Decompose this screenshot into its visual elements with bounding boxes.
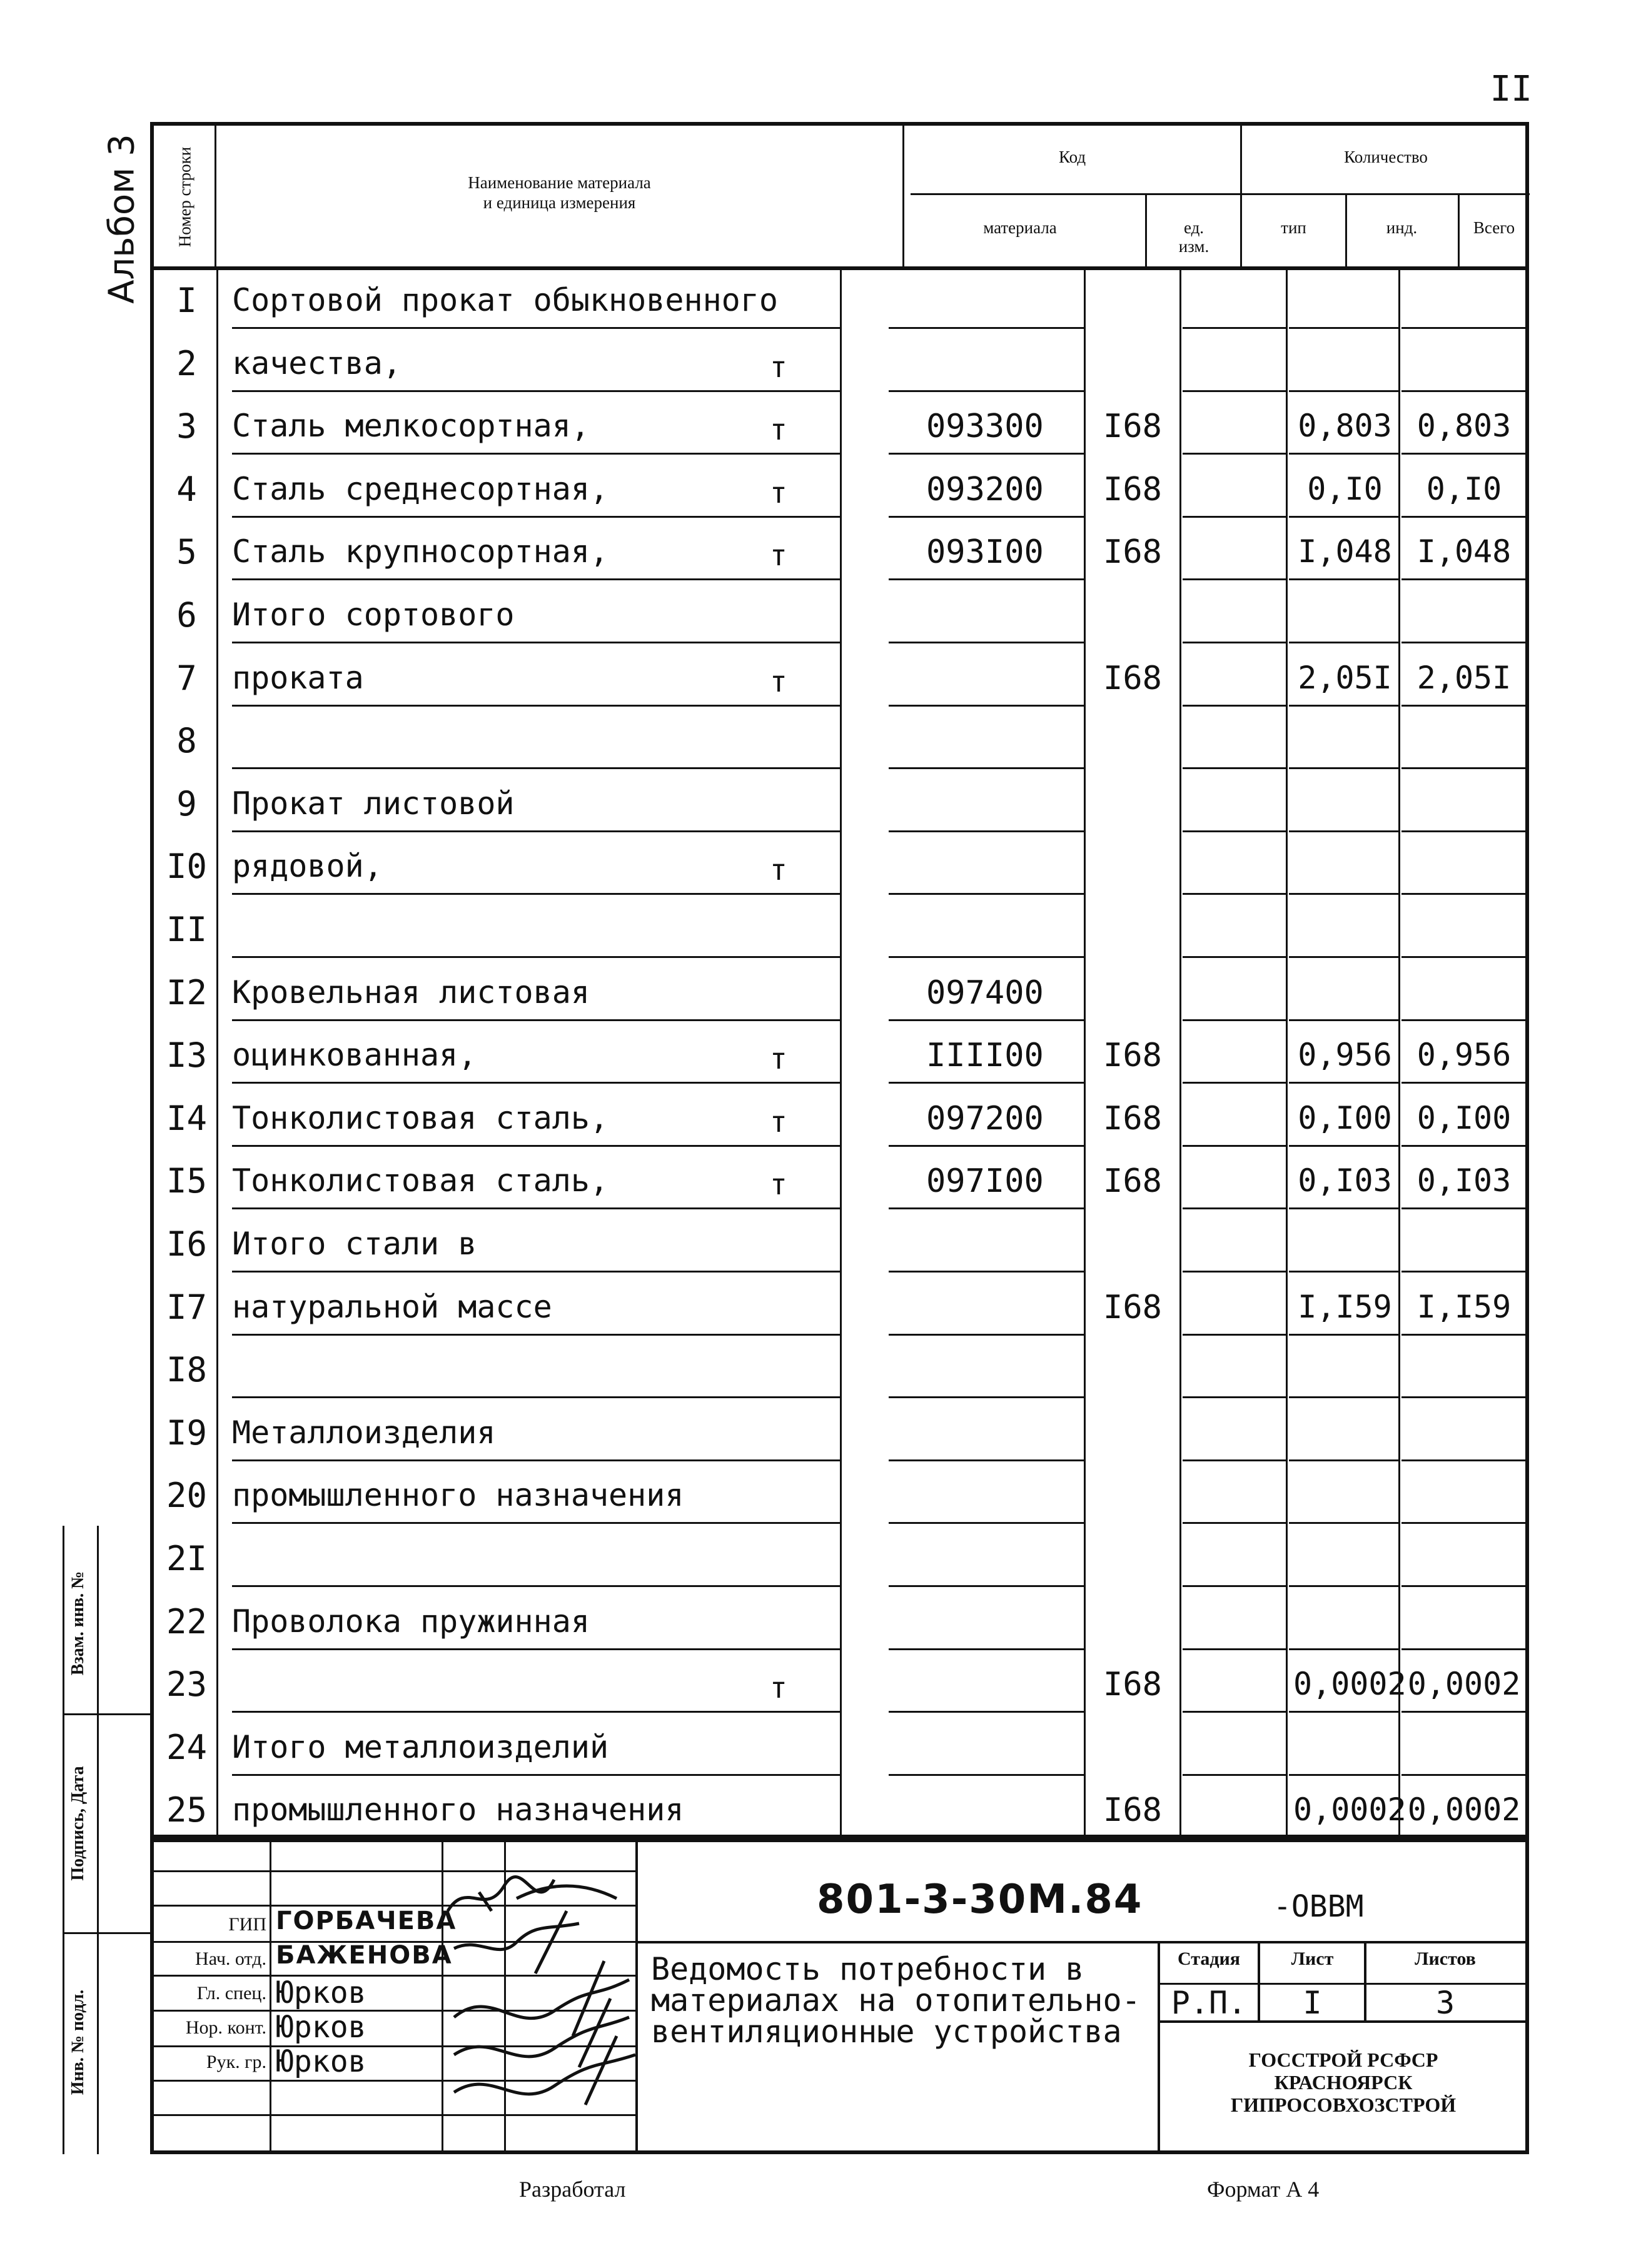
header-qty <box>1242 126 1530 268</box>
row-number: 4 <box>176 469 197 509</box>
row-rule <box>1183 767 1286 769</box>
header-name <box>216 126 904 268</box>
row-unit-code: I68 <box>1103 1288 1162 1326</box>
row-rule <box>232 1585 842 1587</box>
row-rule <box>889 516 1084 518</box>
row-rule <box>232 1207 842 1209</box>
row-rule <box>1183 642 1286 643</box>
row-name: проката <box>232 659 364 696</box>
header-code-material: материала <box>983 218 1057 237</box>
row-rule <box>1289 516 1398 518</box>
table-row <box>154 1526 1525 1590</box>
row-name: Тонколистовая сталь, <box>232 1099 609 1136</box>
row-unit-code: I68 <box>1103 1037 1162 1075</box>
row-qty-total: 0,I0 <box>1426 470 1502 507</box>
row-rule <box>1401 830 1527 832</box>
row-rule <box>232 578 842 580</box>
row-rule <box>1401 1271 1527 1273</box>
table-row <box>154 960 1525 1024</box>
header-code-label: Код <box>1058 148 1086 166</box>
row-rule <box>1289 830 1398 832</box>
header-row-num <box>154 126 216 268</box>
row-code: 097200 <box>926 1099 1044 1137</box>
sidebar-div-2 <box>63 1932 150 1934</box>
row-name: Прокат листовой <box>232 785 515 822</box>
album-label-text: Альбом 3 <box>101 134 143 304</box>
row-number: I9 <box>166 1413 208 1453</box>
row-unit: т <box>770 475 787 510</box>
row-unit-code: I68 <box>1103 408 1162 446</box>
header-code-divider <box>911 193 1240 195</box>
signatory-role: Рук. гр. <box>206 2052 266 2072</box>
row-rule <box>1401 1396 1527 1398</box>
row-qty-total: 0,I03 <box>1416 1162 1512 1199</box>
stage-value: Р.П. <box>1171 1985 1247 2021</box>
table-row <box>154 268 1525 331</box>
row-name: Итого сортового <box>232 597 515 633</box>
row-rule <box>232 642 842 643</box>
row-rule <box>1289 642 1398 643</box>
row-rule <box>1289 1019 1398 1021</box>
table-row <box>154 834 1525 897</box>
document-suffix: -ОВВМ <box>1273 1889 1364 1924</box>
row-unit-code: I68 <box>1103 1666 1162 1704</box>
table-row <box>154 1149 1525 1212</box>
sidebar-inv-label: Инв. № подл. <box>68 1989 88 2095</box>
row-unit-code: I68 <box>1103 470 1162 508</box>
row-rule <box>889 1334 1084 1336</box>
row-rule <box>232 516 842 518</box>
row-rule <box>1401 956 1527 958</box>
row-rule <box>1289 1145 1398 1147</box>
row-unit: т <box>770 1671 787 1705</box>
header-qty-divider <box>1242 193 1530 195</box>
table-row <box>154 1275 1525 1338</box>
row-rule <box>232 705 842 707</box>
row-unit-code: I68 <box>1103 533 1162 572</box>
row-rule <box>889 1585 1084 1587</box>
row-rule <box>232 1396 842 1398</box>
row-rule <box>232 453 842 455</box>
row-rule <box>232 1774 842 1776</box>
row-qty-ind: 0,803 <box>1298 408 1392 445</box>
row-number: 23 <box>166 1665 208 1705</box>
album-label <box>88 125 156 313</box>
row-name: Сортовой прокат обыкновенного <box>232 282 778 318</box>
document-title: Ведомость потребности в материалах на отопительно- вентиляционные устройства <box>651 1951 1141 2050</box>
row-rule <box>889 327 1084 329</box>
row-rule <box>889 956 1084 958</box>
row-name: промышленного назначения <box>232 1792 684 1828</box>
row-rule <box>889 1145 1084 1147</box>
row-unit-code: I68 <box>1103 1162 1162 1201</box>
row-rule <box>1401 767 1527 769</box>
signatory-name: Юрков <box>276 1975 366 2010</box>
table-row <box>154 331 1525 395</box>
row-name: рядовой, <box>232 848 383 885</box>
row-qty-ind: 0,956 <box>1298 1037 1392 1074</box>
row-name: Сталь крупносортная, <box>232 533 609 570</box>
row-rule <box>889 830 1084 832</box>
header-name-label: Наименование материала и единица измерения <box>468 173 651 212</box>
row-rule <box>1401 1145 1527 1147</box>
page-number: II <box>1490 69 1532 109</box>
row-rule <box>1401 893 1527 895</box>
sidebar-podpis-label: Подпись, Дата <box>68 1766 88 1881</box>
row-rule <box>1401 1522 1527 1524</box>
row-number: 2 <box>176 343 197 383</box>
table-row <box>154 1463 1525 1526</box>
sidebar-outer-line <box>63 1526 64 2154</box>
row-rule <box>1183 1711 1286 1713</box>
row-qty-ind: 0,I0 <box>1307 470 1383 507</box>
table-row <box>154 897 1525 960</box>
row-number: I5 <box>166 1161 208 1201</box>
row-rule <box>1401 1585 1527 1587</box>
row-rule <box>1183 1207 1286 1209</box>
table-row <box>154 1086 1525 1149</box>
row-rule <box>1289 1396 1398 1398</box>
footer-developed: Разработал <box>519 2177 626 2202</box>
row-rule <box>1183 1334 1286 1336</box>
table-row <box>154 1338 1525 1401</box>
row-rule <box>889 1207 1084 1209</box>
table-row <box>154 1715 1525 1778</box>
signatory-name: БАЖЕНОВА <box>276 1941 453 1970</box>
stamp-line-a <box>270 1842 271 2152</box>
row-rule <box>889 1271 1084 1273</box>
row-rule <box>889 1082 1084 1084</box>
table-row <box>154 646 1525 709</box>
signatory-role: ГИП <box>228 1914 266 1935</box>
row-qty-total: 0,0002 <box>1407 1792 1521 1828</box>
row-code: 093300 <box>926 408 1044 446</box>
row-rule <box>1289 453 1398 455</box>
row-rule <box>889 1648 1084 1650</box>
title-block <box>150 1838 1529 2154</box>
row-number: I8 <box>166 1350 208 1390</box>
header-code <box>904 126 1242 268</box>
row-rule <box>1401 327 1527 329</box>
table-row <box>154 1778 1525 1841</box>
row-rule <box>1401 390 1527 392</box>
table-row <box>154 520 1525 583</box>
row-rule <box>1289 705 1398 707</box>
row-rule <box>232 1334 842 1336</box>
row-rule <box>889 578 1084 580</box>
row-number: 3 <box>176 406 197 446</box>
row-rule <box>1401 1082 1527 1084</box>
row-number: I6 <box>166 1224 208 1264</box>
row-number: 7 <box>176 658 197 698</box>
row-rule <box>232 1648 842 1650</box>
row-rule <box>889 453 1084 455</box>
row-rule <box>1289 1271 1398 1273</box>
header-qty-label: Количество <box>1344 148 1428 166</box>
row-qty-ind: 0,I03 <box>1298 1162 1392 1199</box>
stamp-row-0 <box>154 1870 635 1872</box>
stamp-line-f <box>1258 1941 1260 2022</box>
row-rule <box>1401 1459 1527 1461</box>
row-rule <box>1289 1711 1398 1713</box>
row-rule <box>1289 1648 1398 1650</box>
row-name: Тонколистовая сталь, <box>232 1162 609 1199</box>
row-number: I <box>176 281 197 320</box>
header-qty-total: Всего <box>1473 218 1515 237</box>
row-rule <box>889 705 1084 707</box>
row-rule <box>1183 578 1286 580</box>
sheet-label: Лист <box>1291 1948 1334 1969</box>
row-name: Кровельная листовая <box>232 974 590 1011</box>
row-rule <box>232 1711 842 1713</box>
row-number: 8 <box>176 721 197 761</box>
row-rule <box>1183 1145 1286 1147</box>
row-rule <box>232 390 842 392</box>
row-number: 2I <box>166 1539 208 1578</box>
sheet-value: I <box>1303 1985 1322 2021</box>
row-name: качества, <box>232 345 401 381</box>
row-rule <box>1183 1396 1286 1398</box>
row-rule <box>889 1711 1084 1713</box>
row-rule <box>1183 830 1286 832</box>
sheets-value: 3 <box>1435 1985 1455 2021</box>
row-rule <box>1183 453 1286 455</box>
row-rule <box>1401 1711 1527 1713</box>
row-rule <box>1183 956 1286 958</box>
row-rule <box>1401 1207 1527 1209</box>
row-rule <box>1183 893 1286 895</box>
row-number: 22 <box>166 1601 208 1641</box>
table-row <box>154 1652 1525 1715</box>
row-number: I2 <box>166 972 208 1012</box>
row-rule <box>889 1396 1084 1398</box>
row-name: Итого металлоизделий <box>232 1728 609 1765</box>
sidebar-vzam-label: Взам. инв. № <box>68 1571 88 1676</box>
row-rule <box>1289 390 1398 392</box>
signatory-role: Нор. конт. <box>185 2017 266 2038</box>
row-qty-total: 0,803 <box>1416 408 1512 445</box>
signatory-role: Нач. отд. <box>195 1948 266 1969</box>
row-rule <box>232 1459 842 1461</box>
row-qty-ind: I,I59 <box>1298 1288 1392 1325</box>
row-number: I7 <box>166 1287 208 1327</box>
document-code: 801-3-30М.84 <box>817 1877 1143 1923</box>
row-name: оцинкованная, <box>232 1037 477 1074</box>
row-unit: т <box>770 1042 787 1076</box>
row-rule <box>889 767 1084 769</box>
row-rule <box>1289 1585 1398 1587</box>
signatory-role: Гл. спец. <box>196 1983 266 2003</box>
table-row <box>154 457 1525 520</box>
row-qty-total: 0,0002 <box>1407 1666 1521 1703</box>
row-rule <box>1401 705 1527 707</box>
row-rule <box>1289 1082 1398 1084</box>
row-unit: т <box>770 1104 787 1139</box>
row-rule <box>1289 1459 1398 1461</box>
row-rule <box>1401 453 1527 455</box>
row-code: 093200 <box>926 470 1044 508</box>
row-unit: т <box>770 1167 787 1202</box>
row-code: 097400 <box>926 974 1044 1012</box>
row-name: Сталь среднесортная, <box>232 470 609 507</box>
row-rule <box>1401 1334 1527 1336</box>
row-rule <box>1401 1648 1527 1650</box>
row-number: 6 <box>176 595 197 635</box>
row-rule <box>1289 578 1398 580</box>
row-rule <box>1401 1019 1527 1021</box>
row-rule <box>889 1774 1084 1776</box>
footer-format: Формат А 4 <box>1207 2177 1320 2202</box>
row-rule <box>232 1145 842 1147</box>
row-rule <box>232 830 842 832</box>
sheets-label: Листов <box>1415 1948 1476 1969</box>
row-name: Металлоизделия <box>232 1414 496 1451</box>
left-sidebar <box>63 1526 141 2154</box>
row-rule <box>1289 956 1398 958</box>
row-unit-code: I68 <box>1103 659 1162 697</box>
row-unit: т <box>770 350 787 384</box>
row-number: 5 <box>176 532 197 572</box>
signatures-graphic <box>442 1873 648 2117</box>
row-rule <box>1401 642 1527 643</box>
row-name: промышленного назначения <box>232 1477 684 1514</box>
row-code: 097I00 <box>926 1162 1044 1201</box>
row-qty-total: 2,05I <box>1416 659 1512 696</box>
row-name: Проволока пружинная <box>232 1603 590 1640</box>
row-rule <box>1183 1019 1286 1021</box>
table-row <box>154 1401 1525 1464</box>
row-rule <box>1183 1774 1286 1776</box>
row-rule <box>1183 1648 1286 1650</box>
row-rule <box>1289 1334 1398 1336</box>
row-name: Сталь мелкосортная, <box>232 408 590 445</box>
row-rule <box>232 767 842 769</box>
row-rule <box>1289 1522 1398 1524</box>
row-code: 093I00 <box>926 533 1044 572</box>
row-rule <box>1183 1522 1286 1524</box>
row-number: I3 <box>166 1036 208 1076</box>
header-qty-ind: инд. <box>1386 218 1418 237</box>
table-row <box>154 583 1525 646</box>
row-rule <box>1401 516 1527 518</box>
row-qty-ind: 0,I00 <box>1298 1099 1392 1136</box>
row-rule <box>1289 1207 1398 1209</box>
sidebar-inner-line <box>97 1526 99 2154</box>
signatory-name: Юрков <box>276 2010 366 2045</box>
row-number: 9 <box>176 784 197 824</box>
row-rule <box>232 956 842 958</box>
row-qty-total: I,048 <box>1416 533 1512 570</box>
sidebar-div-1 <box>63 1713 150 1715</box>
row-unit: т <box>770 664 787 698</box>
table-row <box>154 394 1525 457</box>
row-rule <box>232 327 842 329</box>
row-rule <box>1401 578 1527 580</box>
row-number: 20 <box>166 1476 208 1516</box>
row-number: 25 <box>166 1790 208 1830</box>
stamp-line-g <box>1364 1941 1366 2022</box>
row-rule <box>1289 767 1398 769</box>
row-rule <box>1183 390 1286 392</box>
signatory-name: ГОРБАЧЕВА <box>276 1907 457 1935</box>
table-row <box>154 1212 1525 1275</box>
row-rule <box>889 1522 1084 1524</box>
table-row <box>154 708 1525 772</box>
row-rule <box>232 1522 842 1524</box>
row-name: Итого стали в <box>232 1226 477 1262</box>
row-qty-ind: 2,05I <box>1298 659 1392 696</box>
signatory-name: Юрков <box>276 2044 366 2079</box>
row-number: II <box>166 910 208 949</box>
row-rule <box>232 1082 842 1084</box>
header-code-unit: ед. изм. <box>1178 218 1209 256</box>
row-qty-ind: 0,0002 <box>1293 1792 1406 1828</box>
row-unit-code: I68 <box>1103 1792 1162 1830</box>
row-number: 24 <box>166 1727 208 1767</box>
row-rule <box>1289 893 1398 895</box>
stage-label: Стадия <box>1177 1948 1241 1969</box>
header-qty-type: тип <box>1281 218 1306 237</box>
row-rule <box>1183 1459 1286 1461</box>
row-rule <box>889 1019 1084 1021</box>
row-rule <box>232 1019 842 1021</box>
row-unit: т <box>770 413 787 447</box>
stamp-hline-main <box>635 1941 1527 1943</box>
row-number: I4 <box>166 1098 208 1138</box>
row-rule <box>1401 1774 1527 1776</box>
header-row-num-label: Номер строки <box>175 146 194 248</box>
row-rule <box>1183 516 1286 518</box>
table-row <box>154 772 1525 835</box>
row-qty-total: 0,I00 <box>1416 1099 1512 1136</box>
table-row <box>154 1590 1525 1653</box>
row-rule <box>1289 327 1398 329</box>
row-rule <box>889 642 1084 643</box>
stamp-line-e <box>1158 1941 1160 2152</box>
row-qty-total: I,I59 <box>1416 1288 1512 1325</box>
row-rule <box>1183 327 1286 329</box>
row-rule <box>1183 1271 1286 1273</box>
materials-table <box>150 122 1529 1838</box>
row-rule <box>232 1271 842 1273</box>
row-rule <box>232 893 842 895</box>
row-code: IIII00 <box>926 1037 1044 1075</box>
row-rule <box>889 1459 1084 1461</box>
row-qty-ind: 0,0002 <box>1293 1666 1406 1703</box>
row-rule <box>889 390 1084 392</box>
row-number: I0 <box>166 847 208 887</box>
row-rule <box>1183 705 1286 707</box>
row-name: натуральной массе <box>232 1288 552 1325</box>
organization: ГОССТРОЙ РСФСР КРАСНОЯРСК ГИПРОСОВХОЗСТРОЙ <box>1230 2049 1457 2116</box>
row-qty-ind: I,048 <box>1298 533 1392 570</box>
row-unit-code: I68 <box>1103 1099 1162 1137</box>
row-rule <box>889 893 1084 895</box>
row-rule <box>1289 1774 1398 1776</box>
row-rule <box>1183 1082 1286 1084</box>
row-unit: т <box>770 538 787 573</box>
row-qty-total: 0,956 <box>1416 1037 1512 1074</box>
table-row <box>154 1023 1525 1086</box>
row-unit: т <box>770 853 787 887</box>
row-rule <box>1183 1585 1286 1587</box>
